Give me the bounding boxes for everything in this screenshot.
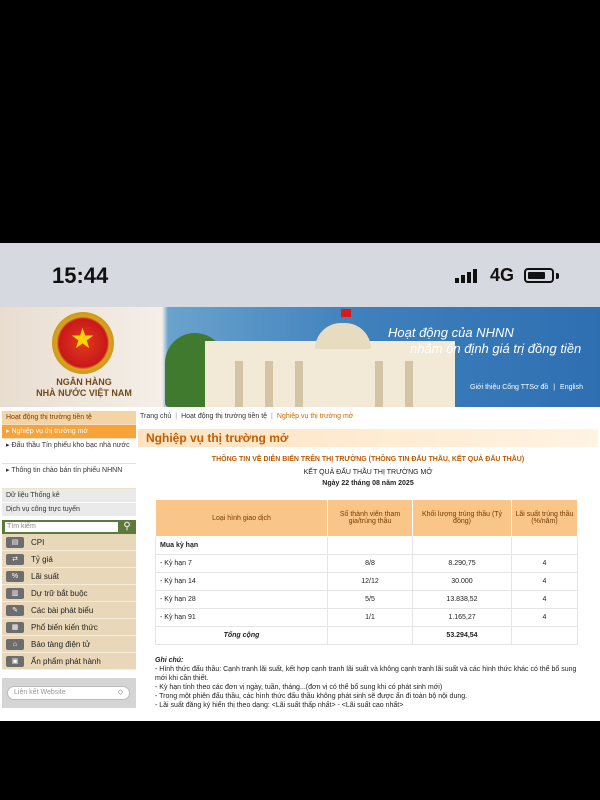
volume-cell: 1.165,27 — [413, 609, 512, 627]
english-link[interactable]: English — [560, 384, 584, 391]
intro-link[interactable]: Giới thiệu Cổng TTSơ đồ — [470, 384, 549, 391]
battery-icon — [524, 268, 554, 283]
menu-item-speeches[interactable] — [2, 602, 136, 619]
note-line: - Lãi suất đăng ký hiển thị theo dạng: <Lãi suất thấp nhất> - <Lãi suất cao nhất> — [155, 702, 404, 709]
members-cell: 5/5 — [328, 591, 413, 609]
rate-cell: 4 — [512, 555, 578, 573]
date-heading: Ngày 22 tháng 08 năm 2025 — [322, 480, 414, 487]
quick-menu — [2, 534, 136, 670]
sidebar-item-label: Thông tin chào bán tín phiếu NHNN — [11, 467, 123, 474]
table-header-row — [156, 500, 578, 537]
sidebar-item-open-market[interactable]: ▸ Nghiệp vụ thị trường mở — [2, 425, 136, 439]
members-cell: 8/8 — [328, 555, 413, 573]
menu-item-label: Tỷ giá — [31, 554, 53, 564]
menu-item-label: Các bài phát biểu — [31, 605, 94, 615]
header-rate: Lãi suất trúng thầu (%/năm) — [512, 500, 578, 537]
table-total-row — [156, 627, 578, 645]
menu-item-label: Bảo tàng điện tử — [31, 639, 91, 649]
note-line: - Trong một phiên đấu thầu, các hình thức đấu thầu không phát sinh sẽ được ẩn đi toàn bộ nội dung. — [155, 693, 468, 700]
section-label: Mua kỳ hạn — [156, 537, 328, 555]
search-icon[interactable]: ⚲ — [123, 521, 131, 532]
table-row — [156, 555, 578, 573]
header-volume: Khối lượng trúng thầu (Tỷ đồng) — [413, 500, 512, 537]
auction-results-table — [155, 499, 578, 645]
banner-links — [470, 384, 583, 391]
star-icon: ★ — [70, 323, 96, 354]
sidebar-item-money-market[interactable]: Hoạt động thị trường tiền tệ — [2, 411, 136, 425]
note-line: - Hình thức đấu thầu: Cạnh tranh lãi suất, kết hợp cạnh tranh lãi suất và không cạnh tranh lãi suất và các hình thức khác có thể bổ sung mới khi cần thiết. — [155, 666, 577, 682]
volume-cell: 8.290,75 — [413, 555, 512, 573]
book-icon: ▦ — [6, 622, 24, 633]
menu-item-exchange-rate[interactable] — [2, 551, 136, 568]
site-banner — [0, 307, 600, 407]
chart-icon: ▤ — [6, 537, 24, 548]
battery-tip — [556, 273, 559, 279]
term-cell: - Kỳ hạn 91 — [156, 609, 328, 627]
menu-item-knowledge[interactable] — [2, 619, 136, 636]
volume-cell: 13.838,52 — [413, 591, 512, 609]
percent-icon: % — [6, 571, 24, 582]
note-line: - Kỳ hạn tính theo các đơn vị ngày, tuần, tháng...(đơn vị có thể bổ sung khi có phát sinh mới) — [155, 684, 443, 691]
search-bar — [2, 520, 136, 534]
total-label: Tổng cộng — [156, 627, 328, 645]
main-content — [138, 411, 598, 709]
breadcrumb-current: Nghiệp vụ thị trường mở — [276, 413, 354, 420]
members-cell: 12/12 — [328, 573, 413, 591]
menu-item-publications[interactable] — [2, 653, 136, 670]
website-links-placeholder: Liên kết Website — [14, 689, 66, 696]
website-links-box — [2, 678, 136, 708]
table-section-row — [156, 537, 578, 555]
bank-name-line1: NGÂN HÀNG — [56, 377, 112, 387]
reserve-icon: ▥ — [6, 588, 24, 599]
menu-item-reserve[interactable] — [2, 585, 136, 602]
result-heading: KẾT QUẢ ĐẤU THẦU THỊ TRƯỜNG MỞ — [303, 469, 433, 476]
notes-title: Ghi chú: — [155, 657, 184, 664]
sidebar-item-label: Đấu thầu Tín phiếu kho bạc nhà nước — [11, 442, 130, 449]
menu-item-label: Lãi suất — [31, 571, 60, 581]
sidebar-item-label: Nghiệp vụ thị trường mở — [11, 428, 88, 435]
volume-cell: 30.000 — [413, 573, 512, 591]
museum-icon: ⌂ — [6, 639, 24, 650]
notes — [155, 656, 585, 710]
menu-item-label: CPI — [31, 537, 45, 547]
sidebar-item-treasury-bills[interactable]: ▸ Đấu thầu Tín phiếu kho bạc nhà nước — [2, 439, 136, 464]
breadcrumb-parent[interactable]: Hoạt động thị trường tiền tệ — [181, 413, 268, 420]
members-cell: 1/1 — [328, 609, 413, 627]
signal-icon — [455, 269, 477, 283]
header-type: Loại hình giao dịch — [156, 500, 328, 537]
network-label: 4G — [490, 265, 515, 285]
sidebar-item-sbv-bills[interactable]: ▸ Thông tin chào bán tín phiếu NHNN — [2, 464, 136, 489]
rate-cell: 4 — [512, 573, 578, 591]
search-input[interactable]: Tìm kiếm — [5, 522, 118, 532]
table-row — [156, 609, 578, 627]
total-volume: 53.294,54 — [413, 627, 512, 645]
term-cell: - Kỳ hạn 14 — [156, 573, 328, 591]
chevron-down-icon: ◇ — [117, 689, 123, 696]
flag-icon — [341, 309, 351, 317]
publication-icon: ▣ — [6, 656, 24, 667]
header-members: Số thành viên tham gia/trúng thầu — [328, 500, 413, 537]
speech-icon: ✎ — [6, 605, 24, 616]
sidebar-item-online-services[interactable]: Dịch vụ công trực tuyến — [2, 503, 136, 517]
menu-item-cpi[interactable] — [2, 534, 136, 551]
sidebar — [2, 411, 136, 708]
menu-item-label: Ấn phẩm phát hành — [31, 656, 101, 666]
rate-cell: 4 — [512, 591, 578, 609]
menu-item-interest-rate[interactable] — [2, 568, 136, 585]
slogan-line1: Hoạt động của NHNN — [388, 325, 514, 340]
exchange-icon: ⇄ — [6, 554, 24, 565]
page-title: Nghiệp vụ thị trường mở — [138, 429, 598, 447]
table-row — [156, 591, 578, 609]
table-row — [156, 573, 578, 591]
bank-name-line2: NHÀ NƯỚC VIỆT NAM — [36, 388, 132, 398]
slogan-line2: nhằm ổn định giá trị đồng tiền — [410, 341, 582, 356]
info-heading: THÔNG TIN VỀ DIỄN BIẾN TRÊN THỊ TRƯỜNG (THÔNG TIN ĐẤU THẦU, KẾT QUẢ ĐẤU THẦU) — [211, 456, 525, 463]
bank-name[interactable] — [24, 377, 144, 399]
term-cell: - Kỳ hạn 7 — [156, 555, 328, 573]
phone-screen — [0, 243, 600, 721]
sidebar-item-statistics[interactable]: Dữ liệu Thống kê — [2, 489, 136, 503]
rate-cell: 4 — [512, 609, 578, 627]
website-links-select[interactable] — [7, 686, 130, 700]
link-separator: | — [553, 384, 556, 391]
menu-item-label: Phổ biến kiến thức — [31, 622, 98, 632]
term-cell: - Kỳ hạn 28 — [156, 591, 328, 609]
status-bar — [0, 243, 600, 307]
breadcrumb-home[interactable]: Trang chủ — [140, 413, 172, 420]
menu-item-museum[interactable] — [2, 636, 136, 653]
clock: 15:44 — [52, 263, 109, 288]
breadcrumb: Trang chủ | Hoạt động thị trường tiền tệ | Nghiệp vụ thị trường mở — [140, 413, 354, 420]
menu-item-label: Dự trữ bắt buộc — [31, 588, 88, 598]
